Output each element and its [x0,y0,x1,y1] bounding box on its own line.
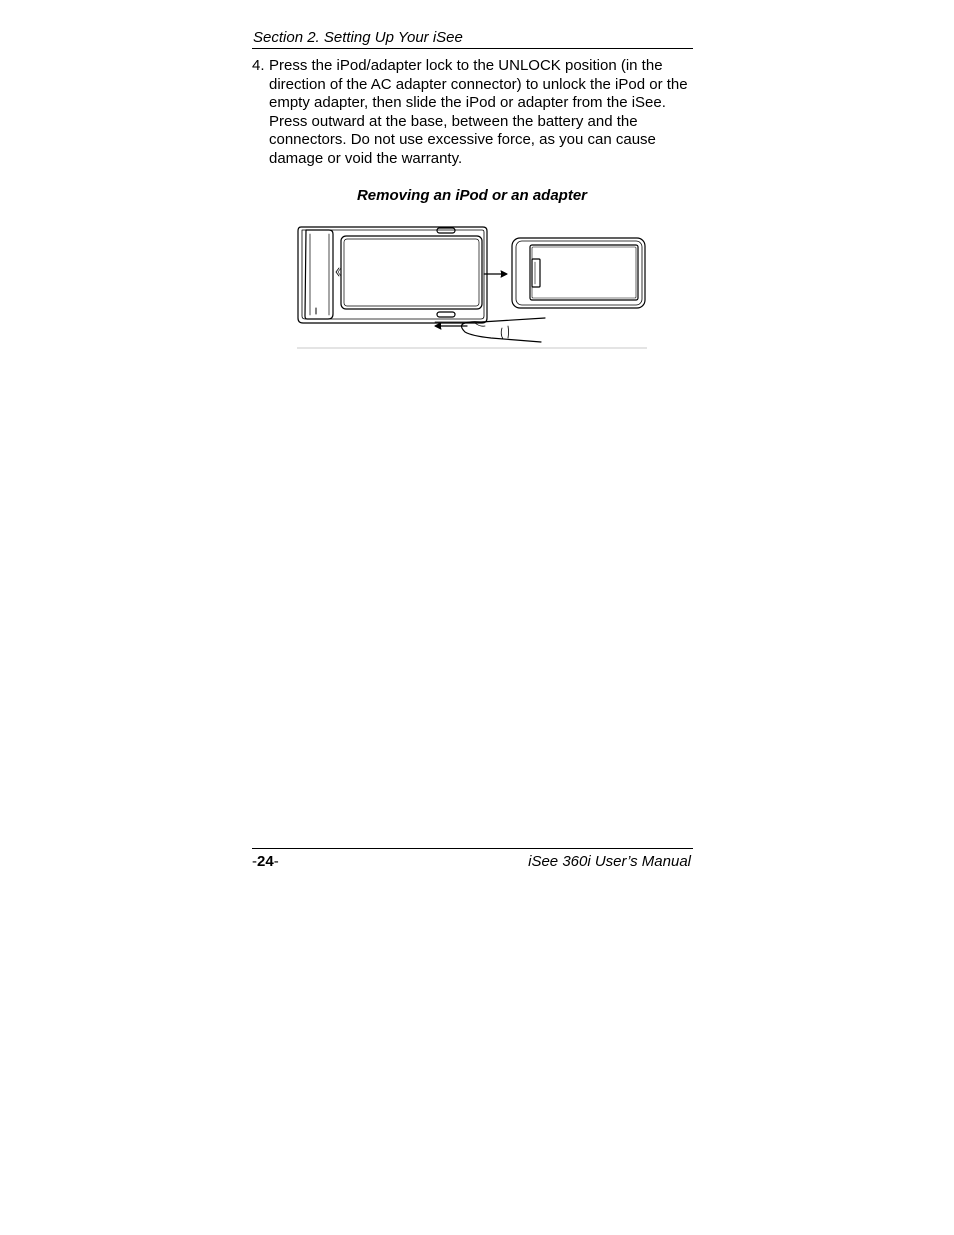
ipod-removal-illustration [295,222,650,352]
page-header [252,28,693,49]
page-footer [252,848,693,873]
page-number: -24- [252,853,279,870]
removed-adapter [512,238,645,308]
manual-title: iSee 360i User’s Manual [528,853,691,870]
step-number: 4. [252,57,265,74]
isee-base-unit [298,227,487,323]
instruction-step [252,57,692,169]
section-title: Section 2. Setting Up Your iSee [253,29,463,46]
finger [462,318,546,342]
figure-caption: Removing an iPod or an adapter [356,187,588,204]
step-text: Press the iPod/adapter lock to the UNLOCK position (in the direction of the AC adapter connector) to unlock the iPod or the empty adapter, then slide the iPod or adapter from the iSee. Press outward at the base, between the battery and the connectors. Do not use excessive force, as you can cause damage or void the warranty. [269,57,688,167]
